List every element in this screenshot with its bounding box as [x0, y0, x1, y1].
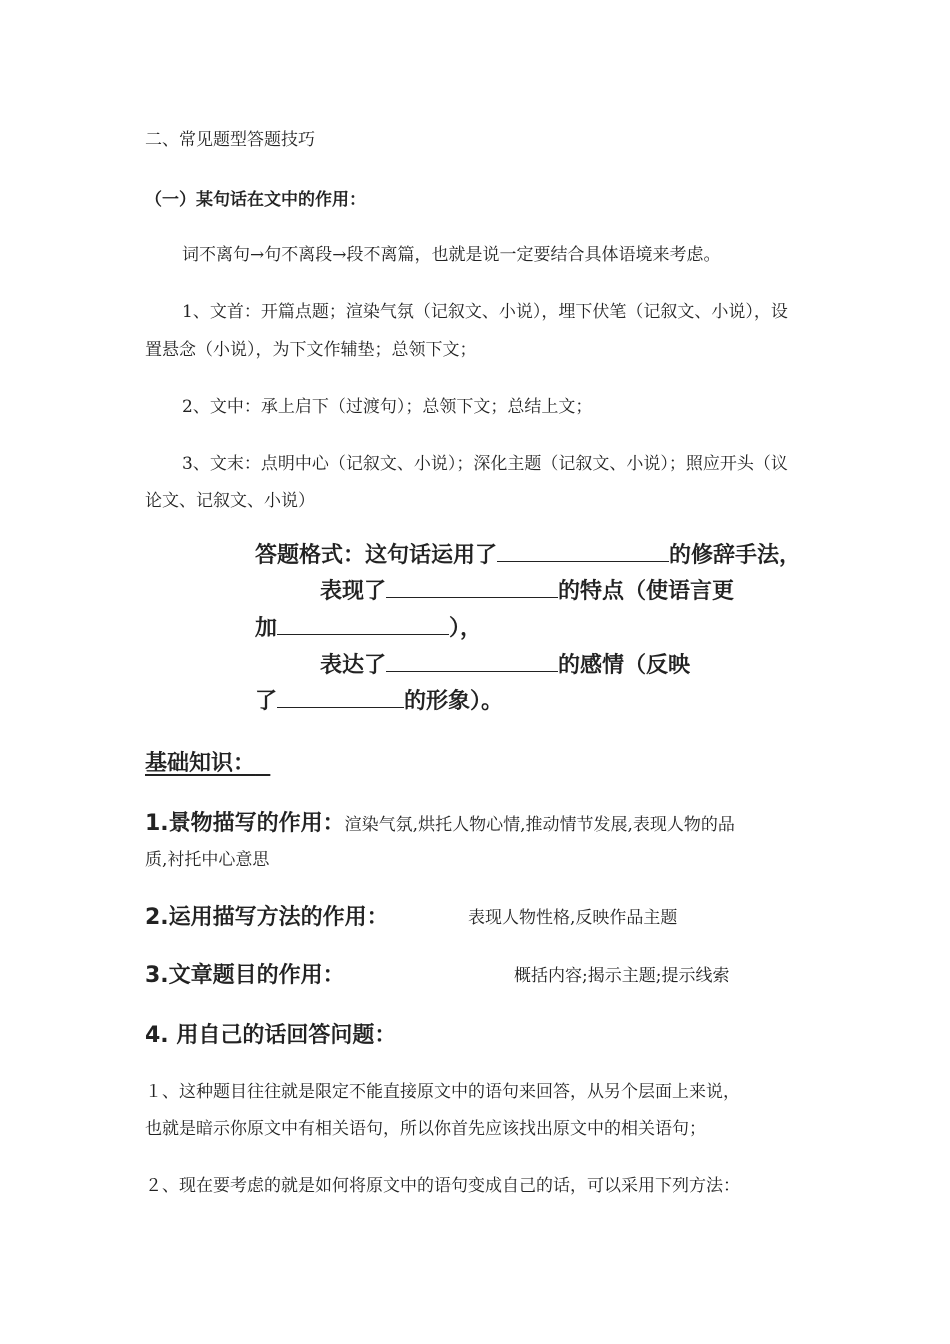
- format-text: ），: [449, 616, 483, 641]
- format-text: 表达了: [320, 653, 387, 678]
- item-3-line-1: 3、文末：点明中心（记叙文、小说）；深化主题（记叙文、小说）；照应开头（议: [182, 454, 788, 474]
- format-line-3: [255, 611, 482, 642]
- format-line-5: [255, 684, 503, 715]
- format-text: 加: [255, 616, 278, 641]
- format-text: 的感情（反映: [558, 653, 691, 678]
- basics-item-2-label: 2.运用描写方法的作用：: [145, 905, 389, 930]
- basics-item-4-label: 4. 用自己的话回答问题：: [145, 1023, 397, 1048]
- basics-heading: [145, 746, 270, 777]
- fill-blank: [386, 649, 558, 672]
- sub-title: （一）某句话在文中的作用：: [145, 190, 366, 210]
- basics-heading-trail: [255, 751, 270, 776]
- fill-blank: [277, 685, 404, 708]
- format-line-2: [320, 574, 734, 605]
- fill-blank: [277, 612, 449, 635]
- item-3-line-2: 论文、记叙文、小说）: [145, 491, 315, 511]
- format-text: 的修辞手法，: [669, 543, 802, 568]
- basics-item-1: [145, 806, 735, 837]
- paragraph-1-line-2: 也就是暗示你原文中有相关语句，所以你首先应该找出原文中的相关语句；: [145, 1119, 706, 1139]
- basics-item-3-label: 3.文章题目的作用：: [145, 963, 345, 988]
- format-text: 答题格式：这句话运用了: [255, 543, 498, 568]
- item-1-line-2: 置悬念（小说），为下文作辅垫；总领下文；: [145, 340, 477, 360]
- basics-item-1-text-cont: 质,衬托中心意思: [145, 850, 270, 870]
- item-2: 2、文中：承上启下（过渡句）；总领下文；总结上文；: [182, 397, 593, 417]
- paragraph-1-line-1: １、这种题目往往就是限定不能直接原文中的语句来回答，从另个层面上来说，: [145, 1082, 740, 1102]
- format-text: 的特点（使语言更: [558, 579, 735, 604]
- basics-item-1-text: 渲染气氛,烘托人物心情,推动情节发展,表现人物的品: [344, 815, 735, 835]
- format-text: 了: [255, 689, 278, 714]
- format-text: 的形象）。: [404, 689, 504, 714]
- intro-paragraph: 词不离句→句不离段→段不离篇，也就是说一定要结合具体语境来考虑。: [182, 245, 721, 265]
- basics-item-2-text: 表现人物性格,反映作品主题: [468, 908, 678, 928]
- format-line-1: [255, 538, 801, 569]
- section-title: 二、常见题型答题技巧: [145, 130, 315, 150]
- paragraph-2: ２、现在要考虑的就是如何将原文中的语句变成自己的话，可以采用下列方法：: [145, 1176, 740, 1196]
- item-1-line-1: 1、文首：开篇点题；渲染气氛（记叙文、小说），埋下伏笔（记叙文、小说），设: [182, 302, 788, 322]
- basics-item-1-label: 1.景物描写的作用：: [145, 811, 345, 836]
- format-text: 表现了: [320, 579, 387, 604]
- basics-heading-text: 基础知识：: [145, 751, 256, 776]
- fill-blank: [386, 575, 558, 598]
- basics-item-3-text: 概括内容;揭示主题;提示线索: [514, 966, 730, 986]
- format-line-4: [320, 648, 690, 679]
- fill-blank: [497, 539, 669, 562]
